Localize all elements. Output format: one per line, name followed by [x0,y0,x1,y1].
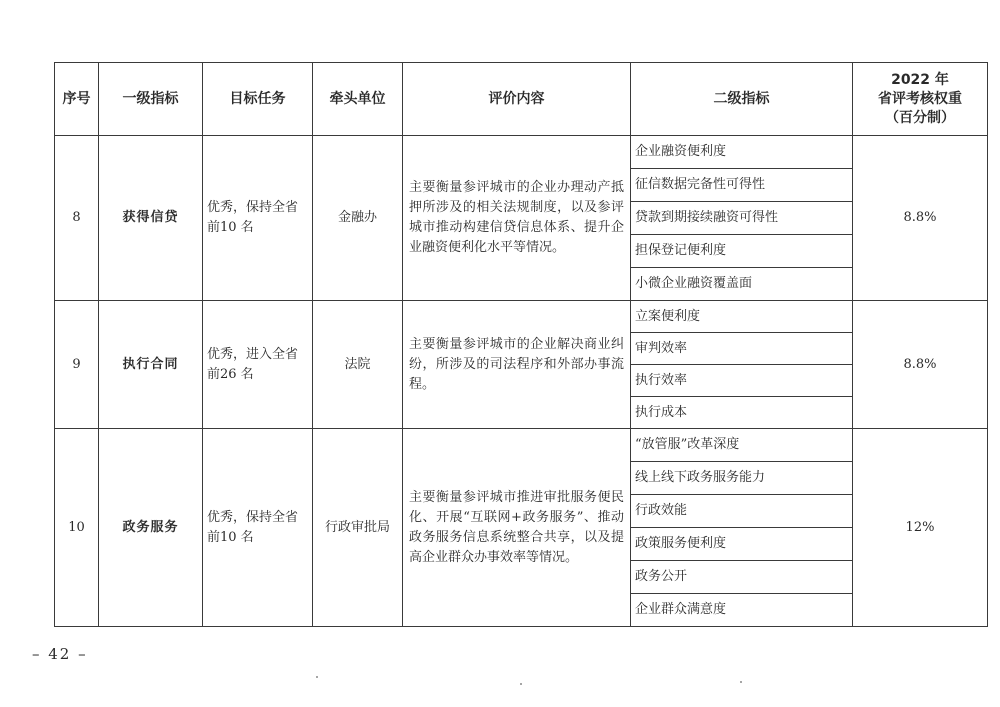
scan-speck [740,681,742,683]
sub-indicator: 执行效率 [631,365,853,397]
header-level2: 二级指标 [631,63,853,136]
row-indicator: 获得信贷 [99,136,203,301]
header-weight [853,63,988,136]
header-weight-line: 省评考核权重 [878,90,962,107]
row-weight: 8.8% [853,301,988,429]
header-no: 序号 [55,63,99,136]
row-lead: 法院 [313,301,403,429]
header-level1: 一级指标 [99,63,203,136]
row-eval: 主要衡量参评城市推进审批服务便民化、开展“互联网+政务服务”、推动政务服务信息系统整合共享，以及提高企业群众办事效率等情况。 [403,429,631,627]
sub-indicator: 立案便利度 [631,301,853,333]
row-eval: 主要衡量参评城市的企业解决商业纠纷，所涉及的司法程序和外部办事流程。 [403,301,631,429]
row-target: 优秀，进入全省前26 名 [203,301,313,429]
page-number: – 42 – [32,645,88,663]
row-indicator: 政务服务 [99,429,203,627]
sub-indicator: 执行成本 [631,397,853,429]
row-target: 优秀，保持全省前10 名 [203,429,313,627]
sub-indicator: 审判效率 [631,333,853,365]
sub-indicator: 企业群众满意度 [631,594,853,627]
sub-indicator: 行政效能 [631,495,853,528]
row-no: 8 [55,136,99,301]
sub-indicator: “放管服”改革深度 [631,429,853,462]
row-no: 9 [55,301,99,429]
header-eval: 评价内容 [403,63,631,136]
sub-indicator: 政策服务便利度 [631,528,853,561]
sub-indicator: 贷款到期接续融资可得性 [631,202,853,235]
indicator-table [54,62,988,627]
table-row [55,136,988,169]
header-target: 目标任务 [203,63,313,136]
sub-indicator: 企业融资便利度 [631,136,853,169]
sub-indicator: 线上线下政务服务能力 [631,462,853,495]
table-row [55,429,988,462]
row-weight: 8.8% [853,136,988,301]
row-no: 10 [55,429,99,627]
header-weight-line: 2022 年 [891,71,949,88]
scan-speck [316,676,318,678]
sub-indicator: 小微企业融资覆盖面 [631,268,853,301]
row-weight: 12% [853,429,988,627]
header-lead: 牵头单位 [313,63,403,136]
row-indicator: 执行合同 [99,301,203,429]
row-lead: 金融办 [313,136,403,301]
header-row [55,63,988,136]
sub-indicator: 政务公开 [631,561,853,594]
sub-indicator: 征信数据完备性可得性 [631,169,853,202]
scan-speck [520,683,522,685]
header-weight-line: （百分制） [885,109,955,126]
row-target: 优秀，保持全省前10 名 [203,136,313,301]
row-eval: 主要衡量参评城市的企业办理动产抵押所涉及的相关法规制度，以及参评城市推动构建信贷信息体系、提升企业融资便利化水平等情况。 [403,136,631,301]
table-row [55,301,988,333]
row-lead: 行政审批局 [313,429,403,627]
sub-indicator: 担保登记便利度 [631,235,853,268]
